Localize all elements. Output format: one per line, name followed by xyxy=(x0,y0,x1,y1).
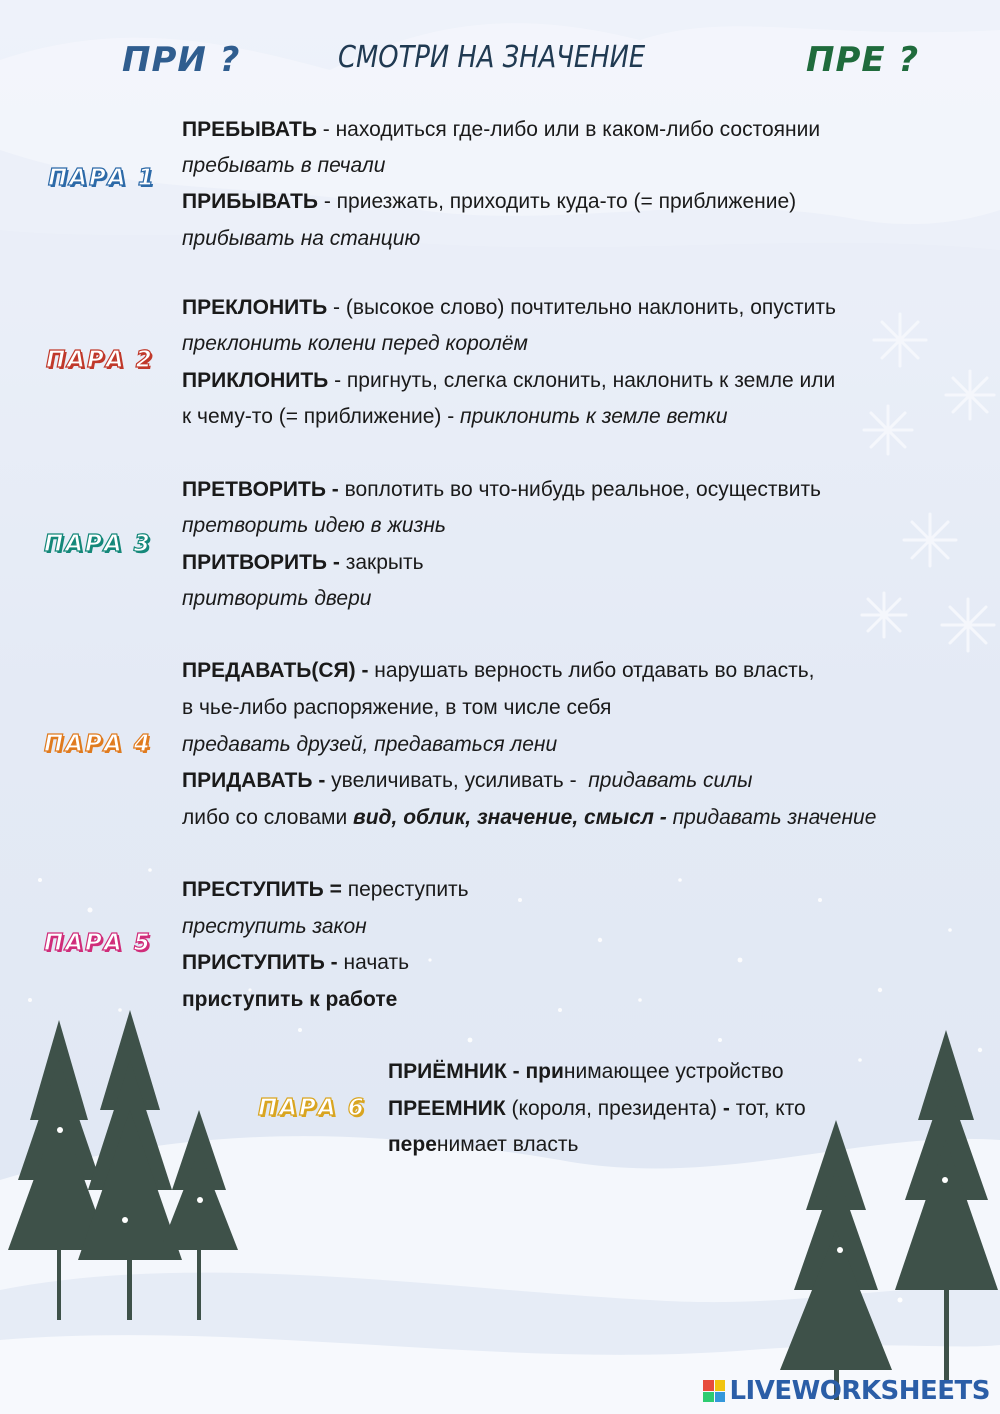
definition-text: в чье-либо распоряжение, в том числе себя xyxy=(182,696,612,719)
pair3-line2 xyxy=(182,514,446,538)
pair4-line1 xyxy=(182,659,815,683)
definition-text: переступить xyxy=(341,878,469,901)
definition-text: либо со словами xyxy=(182,806,354,829)
pair4-line2 xyxy=(182,696,611,720)
example-text: преклонить колени перед королём xyxy=(182,332,528,355)
pair4-line4 xyxy=(182,769,752,793)
example-text: предавать друзей, предаваться лени xyxy=(182,733,558,756)
pair-label-6: ПАРА 6 xyxy=(258,1095,366,1121)
example-text: преступить закон xyxy=(182,915,367,938)
header-pre: ПРЕ ? xyxy=(806,40,920,80)
pair-label-2: ПАРА 2 xyxy=(46,347,154,373)
word-pretvorit: ПРЕТВОРИТЬ - xyxy=(182,478,339,501)
example-text: придавать значение xyxy=(666,806,877,829)
example-text: приступить к работе xyxy=(182,988,398,1011)
definition-text: - приезжать, приходить куда-то (= приближение) xyxy=(318,190,797,213)
definition-text: - находиться где-либо или в каком-либо состоянии xyxy=(316,118,821,141)
example-text: придавать силы xyxy=(588,769,753,792)
example-text: приклонить к земле ветки xyxy=(454,405,728,428)
definition-text: закрыть xyxy=(339,551,424,574)
word-priklonit: ПРИКЛОНИТЬ xyxy=(182,369,329,392)
keywords-text: вид, облик, значение, смысл - xyxy=(353,806,667,829)
word-pristupit: ПРИСТУПИТЬ - xyxy=(182,951,338,974)
definition-text: воплотить во что-нибудь реальное, осуществить xyxy=(338,478,821,501)
definition-text: начать xyxy=(337,951,410,974)
word-pribyvat: ПРИБЫВАТЬ xyxy=(182,190,319,213)
definition-text: нарушать верность либо отдавать во власть, xyxy=(368,659,815,682)
pair1-line4 xyxy=(182,227,420,251)
example-text: притворить двери xyxy=(182,587,372,610)
pair5-line3 xyxy=(182,951,409,975)
definition-text: нимает власть xyxy=(436,1133,579,1156)
pair-label-3: ПАРА 3 xyxy=(44,531,152,557)
pair6-line2 xyxy=(388,1097,806,1121)
word-predavat: ПРЕДАВАТЬ(СЯ) - xyxy=(182,659,369,682)
liveworksheets-logo[interactable] xyxy=(703,1375,990,1407)
pair2-line3 xyxy=(182,369,835,393)
pair-label-5: ПАРА 5 xyxy=(44,930,152,956)
word-pridavat: ПРИДАВАТЬ - xyxy=(182,769,326,792)
header-pri: ПРИ ? xyxy=(122,40,241,80)
pair-label-1: ПАРА 1 xyxy=(48,165,156,191)
definition-text: - (высокое слово) почтительно наклонить, опустить xyxy=(327,296,836,319)
definition-text: - пригнуть, слегка склонить, наклонить к земле или xyxy=(328,369,836,392)
pair5-line1 xyxy=(182,878,469,902)
definition-text: тот, кто xyxy=(729,1097,806,1120)
example-text: прибывать на станцию xyxy=(182,227,421,250)
prefix-pri: при xyxy=(525,1060,564,1083)
pair2-line1 xyxy=(182,296,836,320)
pair1-line2 xyxy=(182,154,385,178)
definition-text: увеличивать, усиливать - xyxy=(325,769,589,792)
pair6-line3 xyxy=(388,1133,578,1157)
pair1-line3 xyxy=(182,190,796,214)
pair2-line4 xyxy=(182,405,728,429)
pair1-line1 xyxy=(182,118,820,142)
pair5-line4 xyxy=(182,988,397,1012)
word-prestupit: ПРЕСТУПИТЬ = xyxy=(182,878,342,901)
header-title: СМОТРИ НА ЗНАЧЕНИЕ xyxy=(338,40,646,75)
pair4-line5 xyxy=(182,806,876,830)
dash: - xyxy=(722,1097,730,1120)
pair3-line4 xyxy=(182,587,371,611)
word-priemnik: ПРИЁМНИК - xyxy=(388,1060,526,1083)
pair-label-4: ПАРА 4 xyxy=(44,731,152,757)
prefix-pere: пере xyxy=(388,1133,437,1156)
word-preemnik: ПРЕЕМНИК xyxy=(388,1097,506,1120)
word-prebyvat: ПРЕБЫВАТЬ xyxy=(182,118,317,141)
example-text: претворить идею в жизнь xyxy=(182,514,446,537)
pair6-line1 xyxy=(388,1060,784,1084)
word-preklonit: ПРЕКЛОНИТЬ xyxy=(182,296,328,319)
pair3-line3 xyxy=(182,551,424,575)
pair2-line2 xyxy=(182,332,528,356)
example-text: пребывать в печали xyxy=(182,154,386,177)
word-pritvorit: ПРИТВОРИТЬ - xyxy=(182,551,340,574)
logo-text: LIVEWORKSHEETS xyxy=(729,1376,990,1406)
pair4-line3 xyxy=(182,733,557,757)
definition-text: к чему-то (= приближение) - xyxy=(182,405,455,428)
pair5-line2 xyxy=(182,915,367,939)
definition-text: нимающее устройство xyxy=(563,1060,784,1083)
definition-text: (короля, президента) xyxy=(505,1097,723,1120)
liveworksheets-logo-icon xyxy=(703,1380,725,1402)
pair3-line1 xyxy=(182,478,821,502)
